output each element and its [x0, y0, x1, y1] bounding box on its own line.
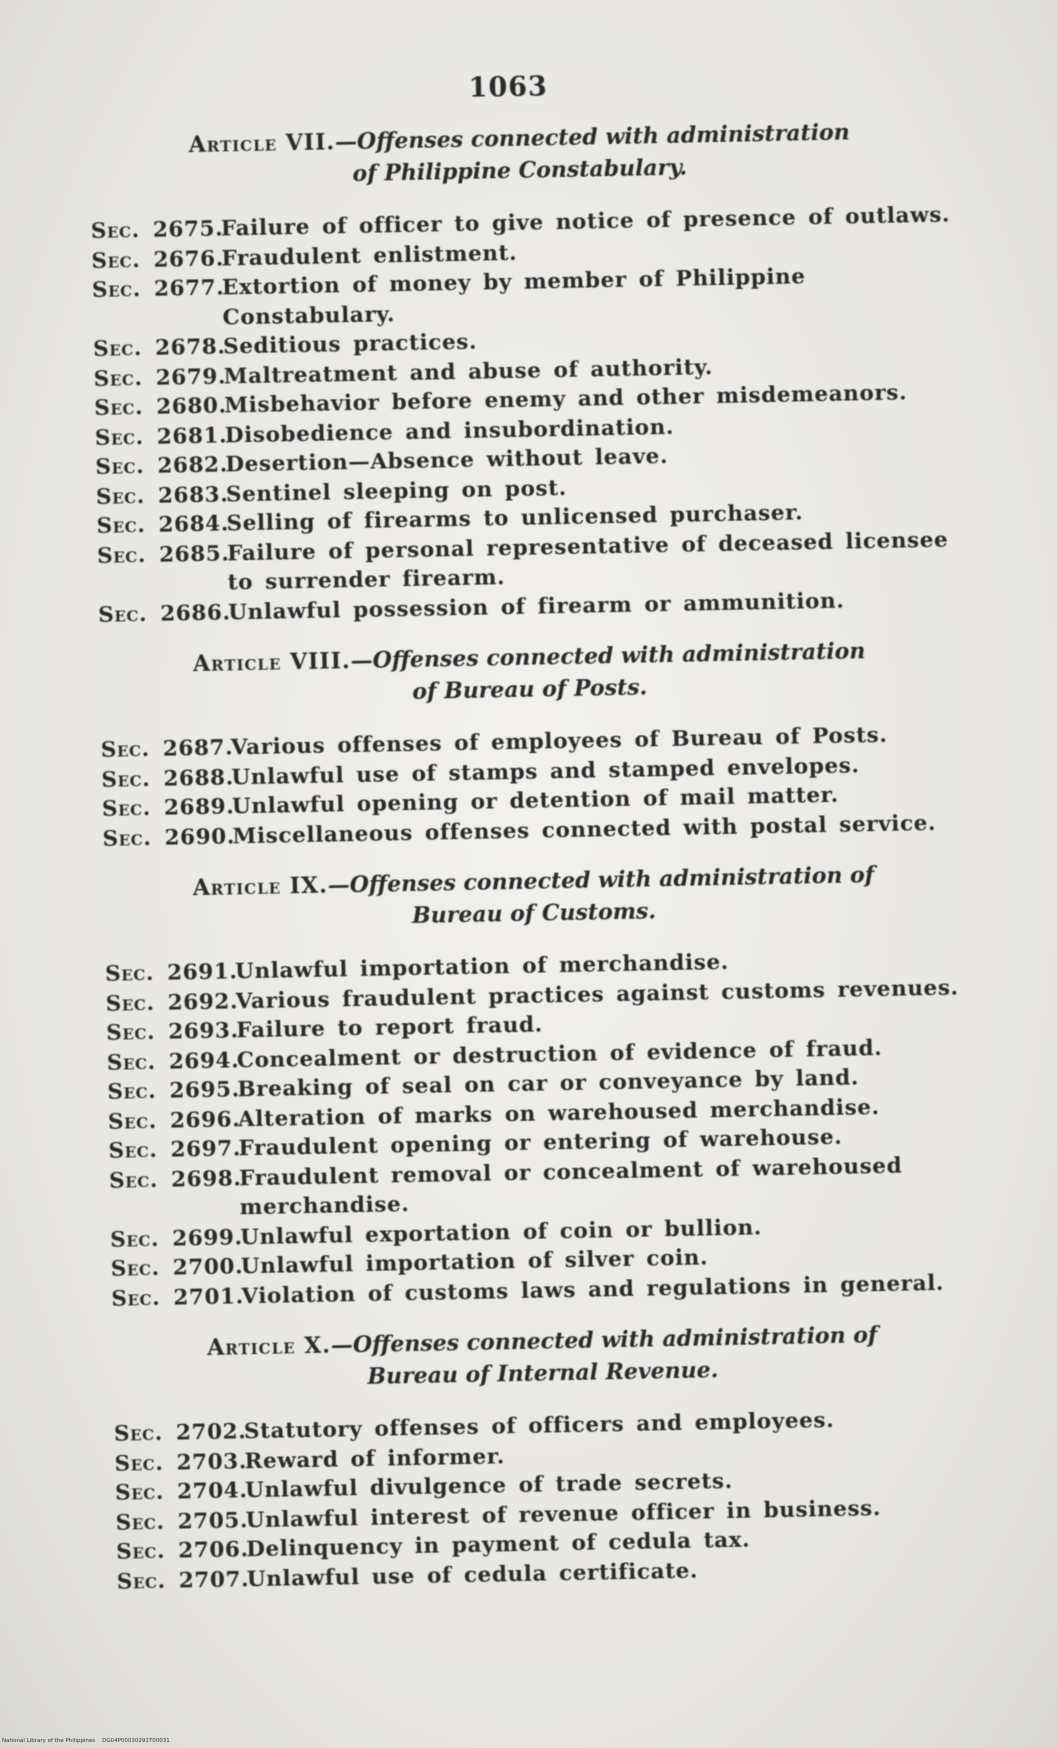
section-title: Fraudulent removal or concealment of warehoused merchandise.	[238, 1153, 903, 1221]
section-title: Desertion—Absence without leave.	[225, 443, 669, 478]
article-lead: Article X.	[206, 1332, 332, 1361]
footer-code: DG04P00030291T00031	[102, 1738, 170, 1744]
section-label: Sec.	[114, 1479, 165, 1506]
section-label: Sec.	[110, 1255, 160, 1282]
section-title: Maltreatment and abuse of authority.	[223, 354, 714, 389]
article-lead: Article IX.	[192, 872, 329, 902]
article-title-line1: —Offenses connected with administration of	[327, 862, 875, 899]
article-heading	[152, 1318, 933, 1397]
section-title: Unlawful use of cedula certificate.	[246, 1558, 699, 1592]
section-number: 2702.	[175, 1419, 247, 1446]
section-label: Sec.	[116, 1538, 166, 1565]
section-title: Unlawful possession of firearm or ammunition.	[228, 588, 845, 625]
article-title-line2: of Philippine Constabulary.	[352, 154, 688, 187]
section-title: Misbehavior before enemy and other misdemeanors.	[224, 380, 908, 419]
section-number: 2705.	[177, 1507, 249, 1535]
section-title: Failure of officer to give notice of presence of outlaws.	[220, 202, 951, 242]
section-label: Sec.	[111, 1285, 161, 1312]
section-label: Sec.	[101, 795, 152, 822]
section-title: Unlawful exportation of coin or bullion.	[240, 1214, 763, 1250]
scan-footer	[2, 1738, 170, 1744]
section-title: Concealment or destruction of evidence of fraud.	[236, 1035, 883, 1073]
section-number: 2678.	[154, 334, 226, 361]
section-label: Sec.	[113, 1420, 164, 1447]
section-title: Failure of personal representative of deceased licensee to surrender firearm.	[226, 527, 949, 596]
section-title: Delinquency in payment of cedula tax.	[246, 1527, 751, 1563]
section-number: 2706.	[178, 1537, 249, 1564]
section-label: Sec.	[115, 1509, 165, 1536]
section-number: 2700.	[172, 1254, 244, 1281]
article-lead: Article VIII.	[192, 648, 351, 678]
page-content	[88, 63, 997, 1597]
section-label: Sec.	[102, 825, 152, 852]
section-list	[91, 200, 979, 630]
section-number: 2695.	[169, 1077, 240, 1104]
section-number: 2685.	[158, 540, 230, 568]
section-label: Sec.	[106, 1019, 156, 1046]
section-title: Unlawful use of stamps and stamped envelopes.	[231, 752, 860, 790]
section-label: Sec.	[104, 960, 155, 987]
footer-source: National Library of the Philippines	[2, 1738, 96, 1744]
section-title: Unlawful interest of revenue officer in business.	[245, 1495, 882, 1533]
section-label: Sec.	[91, 277, 142, 303]
section-label: Sec.	[106, 1049, 156, 1076]
section-number: 2682.	[157, 452, 228, 479]
section-number: 2704.	[176, 1478, 248, 1505]
section-title: Seditious practices.	[222, 329, 478, 360]
page-number: 1063	[468, 71, 549, 104]
section-number: 2683.	[157, 481, 229, 509]
section-label: Sec.	[101, 766, 151, 793]
section-label: Sec.	[98, 601, 148, 628]
article-title-line1: —Offenses connected with administration	[350, 638, 866, 675]
section-number: 2680.	[156, 393, 227, 420]
section-title: Unlawful importation of silver coin.	[240, 1245, 709, 1280]
section-title: Sentinel sleeping on post.	[225, 475, 568, 507]
section-title: Extortion of money by member of Philippine Constabulary.	[221, 264, 806, 330]
section-label: Sec.	[108, 1167, 159, 1194]
section-label: Sec.	[93, 365, 143, 392]
section-number: 2676.	[153, 245, 225, 273]
section-number: 2691.	[166, 959, 238, 986]
section-number: 2694.	[168, 1047, 240, 1075]
section-label: Sec.	[90, 218, 140, 244]
section-list	[114, 1403, 997, 1597]
section-title: Various fraudulent practices against customs revenues.	[235, 974, 959, 1014]
section-number: 2697.	[170, 1136, 242, 1163]
section-number: 2677.	[153, 275, 225, 302]
section-number: 2675.	[152, 216, 224, 243]
article-title-line2: of Bureau of Posts.	[412, 674, 648, 705]
article-title-line2: Bureau of Customs.	[411, 898, 657, 929]
section-title: Unlawful importation of merchandise.	[234, 949, 730, 985]
section-label: Sec.	[96, 512, 146, 539]
section-number: 2684.	[158, 511, 230, 538]
section-number: 2681.	[156, 422, 228, 450]
section-label: Sec.	[91, 247, 141, 274]
article-lead: Article VII.	[188, 129, 336, 159]
section-list	[105, 943, 992, 1314]
section-title: Fraudulent opening or entering of warehouse.	[238, 1124, 843, 1162]
section-number: 2693.	[168, 1018, 239, 1045]
article-title-line1: —Offenses connected with administration	[334, 119, 850, 156]
section-title: Failure to report fraud.	[236, 1012, 543, 1044]
section-label: Sec.	[96, 542, 147, 569]
section-label: Sec.	[110, 1226, 160, 1253]
section-title: Unlawful divulgence of trade secrets.	[244, 1468, 733, 1504]
article-title-line1: —Offenses connected with administration of	[330, 1322, 878, 1359]
article-title-line2: Bureau of Internal Revenue.	[367, 1357, 719, 1390]
section-title: Disobedience and insubordination.	[224, 414, 675, 448]
section-number: 2699.	[172, 1224, 243, 1252]
section-number: 2701.	[173, 1283, 244, 1311]
section-number: 2686.	[160, 599, 231, 627]
section-number: 2696.	[169, 1106, 241, 1134]
section-label: Sec.	[94, 395, 144, 421]
article-heading	[139, 634, 920, 713]
section-list	[101, 719, 983, 854]
section-label: Sec.	[105, 990, 155, 1017]
section-number: 2688.	[163, 764, 234, 792]
section-label: Sec.	[114, 1450, 164, 1477]
section-title: Various offenses of employees of Bureau of Posts.	[230, 722, 888, 761]
section-number: 2692.	[167, 988, 239, 1016]
section-label: Sec.	[95, 483, 146, 510]
section-number: 2707.	[178, 1566, 250, 1594]
section-number: 2703.	[176, 1448, 248, 1476]
section-label: Sec.	[92, 336, 143, 362]
article-heading	[143, 858, 924, 937]
section-title: Reward of informer.	[244, 1443, 506, 1474]
section-title: Breaking of seal on car or conveyance by land.	[237, 1065, 860, 1103]
section-number: 2689.	[163, 794, 235, 821]
section-label: Sec.	[100, 736, 150, 763]
section-title: Statutory offenses of officers and employees.	[243, 1407, 835, 1445]
section-label: Sec.	[107, 1078, 157, 1105]
section-number: 2679.	[155, 363, 227, 391]
section-title: Selling of firearms to unlicensed purchaser.	[226, 500, 804, 537]
section-label: Sec.	[94, 424, 144, 451]
section-number: 2687.	[162, 735, 234, 762]
section-title: Fraudulent enlistment.	[221, 240, 518, 271]
article-heading	[129, 115, 910, 194]
section-title: Alteration of marks on warehoused merchandise.	[237, 1094, 880, 1132]
section-label: Sec.	[107, 1108, 158, 1135]
section-label: Sec.	[116, 1568, 166, 1595]
section-label: Sec.	[95, 453, 145, 480]
section-title: Unlawful opening or detention of mail matter.	[231, 782, 839, 820]
section-number: 2690.	[164, 823, 236, 851]
section-title: Violation of customs laws and regulations in general.	[241, 1270, 945, 1309]
section-number: 2698.	[170, 1165, 242, 1193]
section-label: Sec.	[108, 1137, 158, 1164]
section-title: Miscellaneous offenses connected with postal service.	[232, 810, 937, 849]
